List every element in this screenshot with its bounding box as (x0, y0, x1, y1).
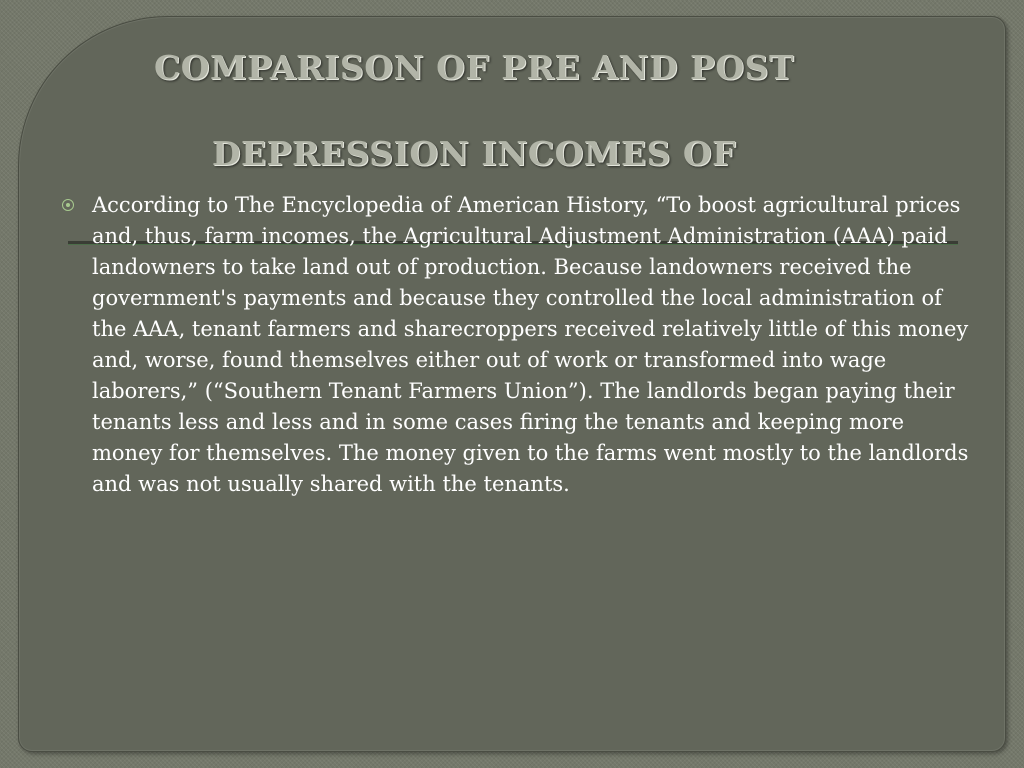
slide-body (62, 190, 972, 500)
slide-title (59, 3, 889, 183)
circle-bullet-icon (62, 199, 74, 211)
bullet-item (62, 190, 972, 500)
title-line-2: DEPRESSION INCOMES OF (211, 134, 737, 173)
title-line-1: COMPARISON OF PRE AND POST (153, 48, 795, 87)
slide-title-area (59, 3, 889, 183)
bullet-text: According to The Encyclopedia of American History, “To boost agricultural prices and, thus, farm incomes, the Agricultural Adjustment Administration (AAA) paid landowners to take land out of production. Because landowners received the government's payments and because they controlled the local administration of the AAA, tenant farmers and sharecroppers received relatively little of this money and, worse, found themselves either out of work or transformed into wage laborers,” (“Southern Tenant Farmers Union”). The landlords began paying their tenants less and less and in some cases firing the tenants and keeping more money for themselves. The money given to the farms went mostly to the landlords and was not usually shared with the tenants. (92, 193, 969, 496)
